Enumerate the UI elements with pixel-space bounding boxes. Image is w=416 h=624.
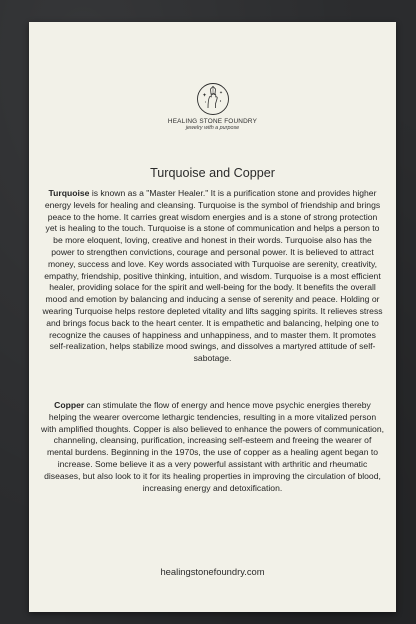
copper-description: can stimulate the flow of energy and hence move psychic energies thereby helping the wearer overcome lethargic tendencies, resulting in a more vitalized person with amplified thoughts. Copper is also believed to enhance the powers of communication, channeling, cleansing, purification, increasing self-esteem and freeing the wearer of mental burdens. Beginning in the 1970s, the use of copper as a healing agent began to increase. Some believe it as a very powerful assistant with arthritic and rheumatic diseases, but also look to it for its healing properties in improving the circulation of blood, increasing energy and detoxification. xyxy=(41,400,384,493)
hand-crystal-logo-icon xyxy=(196,82,230,116)
copper-term: Copper xyxy=(54,400,85,410)
brand-logo xyxy=(29,82,396,131)
website-url: healingstonefoundry.com xyxy=(160,566,265,577)
brand-name: HEALING STONE FOUNDRY xyxy=(167,118,258,125)
turquoise-description: is known as a "Master Healer." It is a purification stone and provides higher energy levels for healing and cleansing. Turquoise is the symbol of friendship and brings peace to the home. It carries great wisdom energies and is a stone of strong protection yet is healing to the touch. Turquoise is a stone of communication and helps a person to be more eloquent, loving, creative and honest in their words. Turquoise also has the power to strengthen convictions, courage and personal power. It is believed to attract money, success and love. Key words associated with Turquoise are serenity, creativity, empathy, friendship, positive thinking, intuition, and wisdom. Turquoise is a most efficient healer, providing solace for the spirit and well-being for the body. It benefits the overall mood and emotion by balancing and inducing a sense of serenity and peace. Holding or wearing Turquoise helps restore depleted vitality and lifts sagging spirits. It relieves stress and brings focus back to the heart center. It is empathetic and balancing, helping one to recognize the causes of happiness and unhappiness, and to master them. It promotes self-realization, helps stabilize mood swings, and dissolves a martyred attitude of self-sabotage. xyxy=(42,188,383,364)
card-heading: Turquoise and Copper xyxy=(150,166,275,180)
copper-paragraph xyxy=(41,400,384,494)
info-card xyxy=(29,22,396,612)
turquoise-paragraph xyxy=(41,188,384,365)
turquoise-term: Turquoise xyxy=(48,188,90,198)
brand-tagline: jewelry with a purpose xyxy=(185,125,240,131)
